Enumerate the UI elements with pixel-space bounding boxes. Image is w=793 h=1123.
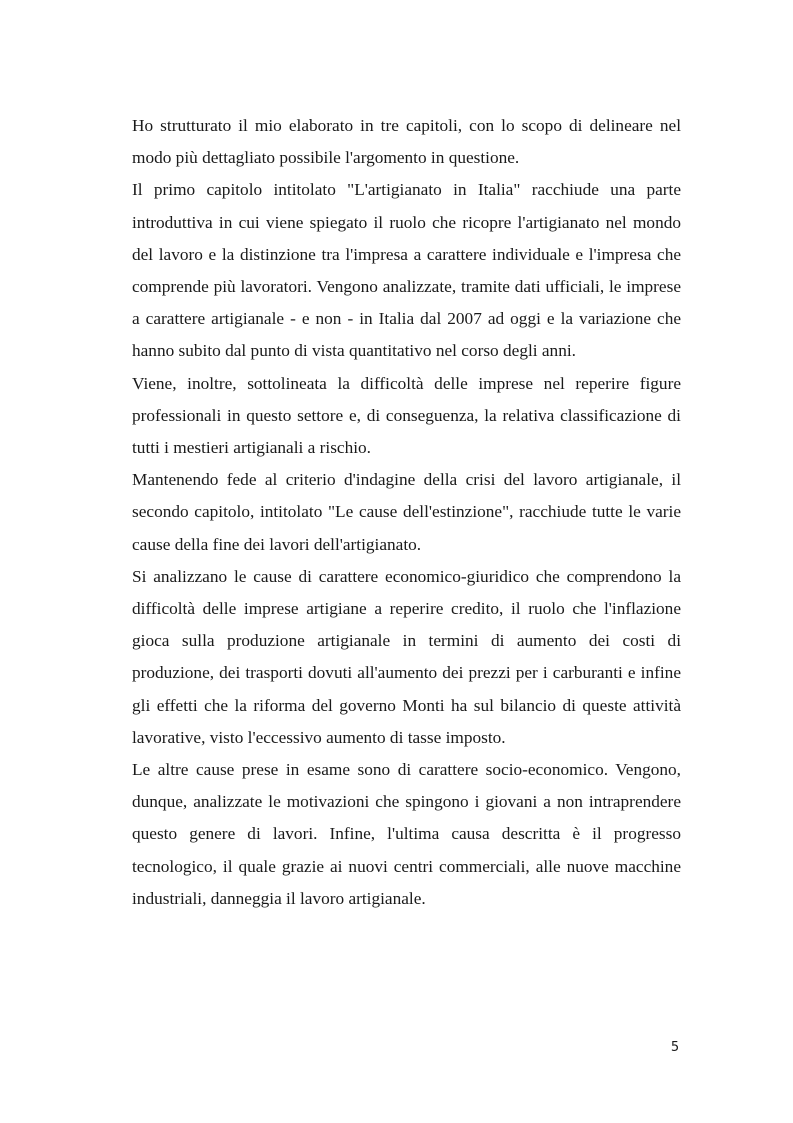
- paragraph-economic-causes: Si analizzano le cause di carattere economico-giuridico che comprendono la difficoltà delle imprese artigiane a reperire credito, il ruolo che l'inflazione gioca sulla produzione artigianale in termini di aumento dei costi di produzione, dei trasporti dovuti all'aumento dei prezzi per i carburanti e infine gli effetti che la riforma del governo Monti ha sul bilancio di queste attività lavorative, visto l'eccessivo aumento di tasse imposto.: [132, 566, 681, 747]
- paragraph-professional-figures: Viene, inoltre, sottolineata la difficoltà delle imprese nel reperire figure professionali in questo settore e, di conseguenza, la relativa classificazione di tutti i mestieri artigianali a rischio.: [132, 373, 681, 458]
- paragraph-chapter-one: Il primo capitolo intitolato "L'artigianato in Italia" racchiude una parte introduttiva in cui viene spiegato il ruolo che ricopre l'artigianato nel mondo del lavoro e la distinzione tra l'impresa a carattere individuale e l'impresa che comprende più lavoratori. Vengono analizzate, tramite dati ufficiali, le imprese a carattere artigianale - e non - in Italia dal 2007 ad oggi e la variazione che hanno subito dal punto di vista quantitativo nel corso degli anni.: [132, 180, 681, 361]
- paragraph-intro: Ho strutturato il mio elaborato in tre capitoli, con lo scopo di delineare nel modo più dettagliato possibile l'argomento in questione.: [132, 116, 681, 168]
- paragraph-chapter-two: Mantenendo fede al criterio d'indagine della crisi del lavoro artigianale, il secondo capitolo, intitolato "Le cause dell'estinzione", racchiude tutte le varie cause della fine dei lavori dell'artigianato.: [132, 470, 681, 554]
- page-number: 5: [670, 1040, 680, 1055]
- paragraph-socio-economic-causes: Le altre cause prese in esame sono di carattere socio-economico. Vengono, dunque, analizzate le motivazioni che spingono i giovani a non intraprendere questo genere di lavori. Infine, l'ultima causa descritta è il progresso tecnologico, il quale grazie ai nuovi centri commerciali, alle nuove macchine industriali, danneggia il lavoro artigianale.: [132, 760, 681, 908]
- body-text: [132, 110, 681, 915]
